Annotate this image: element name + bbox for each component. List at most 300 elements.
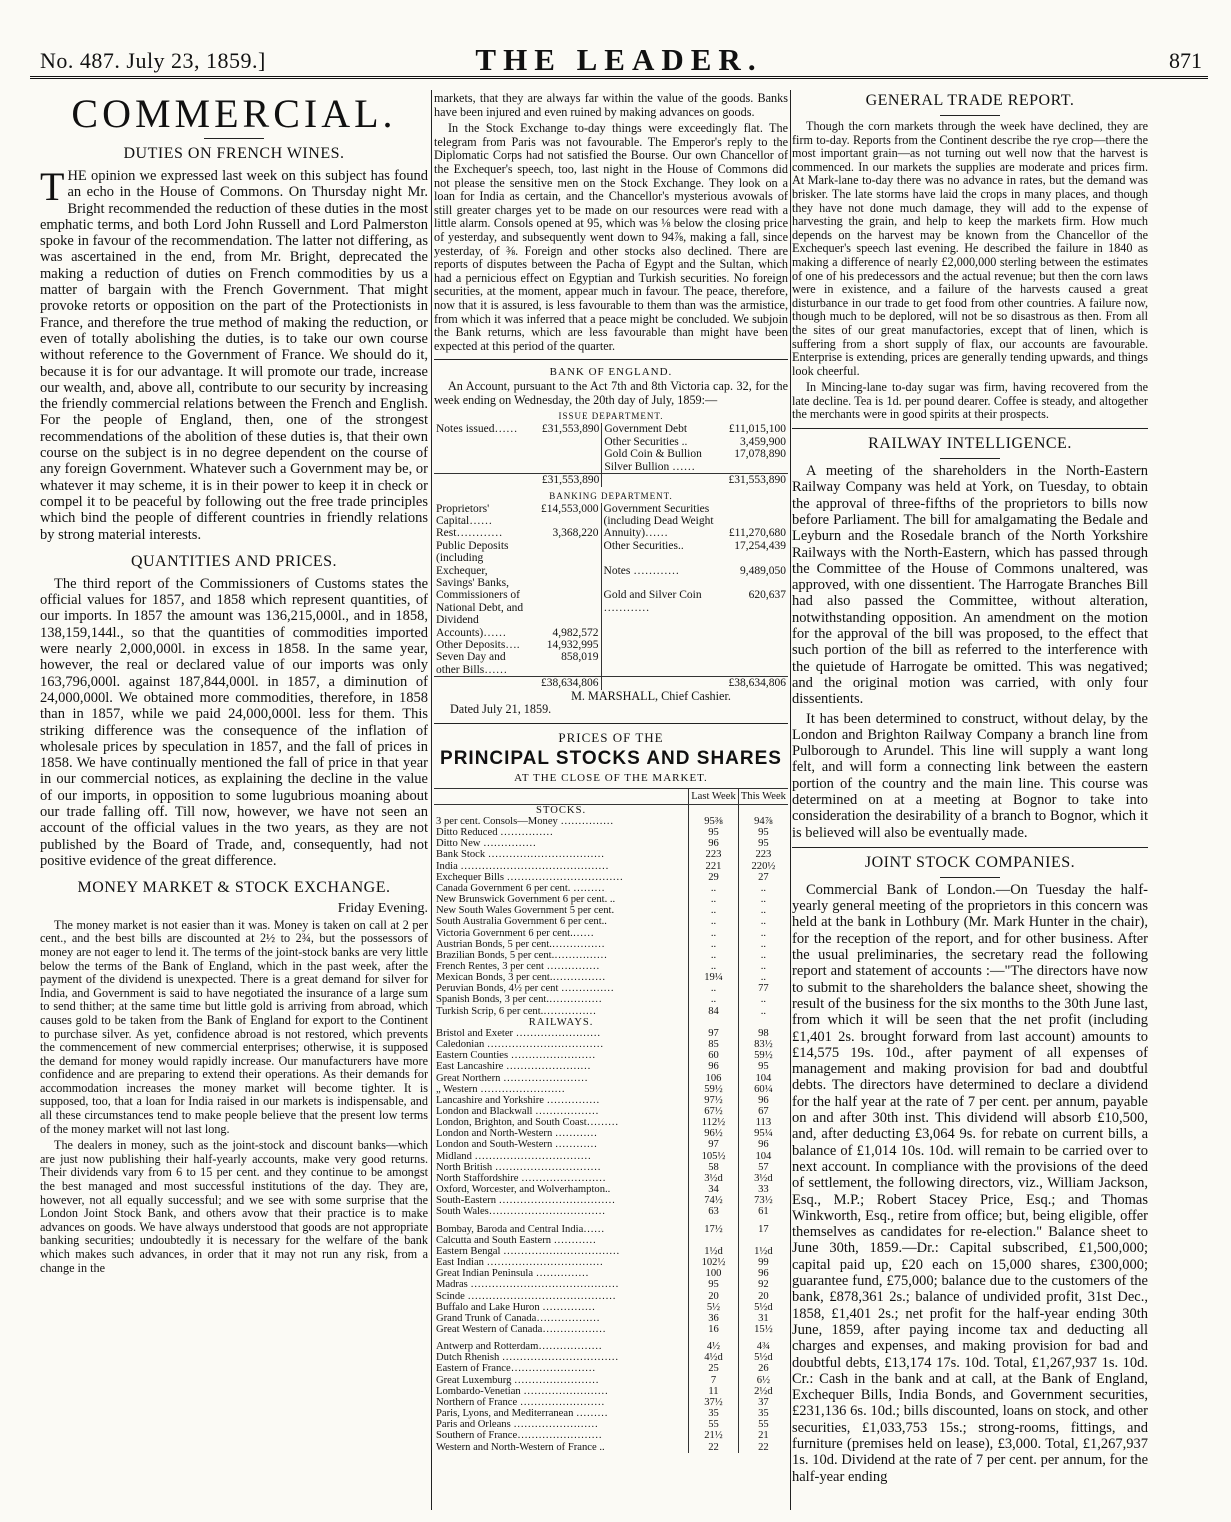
article-title: GENERAL TRADE REPORT. xyxy=(865,92,1075,109)
stock-row xyxy=(434,1235,788,1246)
last-week-price: 4½d xyxy=(689,1352,739,1363)
stock-name: Great Luxemburg …………………… xyxy=(436,1374,599,1386)
stock-name: Caledonian …………………………… xyxy=(436,1039,604,1051)
this-week-price: 94⅞ xyxy=(738,816,788,827)
stock-name: Austrian Bonds, 5 per cent.…………… xyxy=(436,938,605,950)
stock-row xyxy=(434,1375,788,1386)
this-week-price: 95 xyxy=(738,838,788,849)
divider xyxy=(434,359,788,360)
stock-name: East Indian …………………………… xyxy=(436,1257,604,1269)
stock-row xyxy=(434,1442,788,1453)
this-week-price: 113 xyxy=(738,1117,788,1128)
stock-name: Spanish Bonds, 3 per cent.…………… xyxy=(436,994,602,1006)
column-left xyxy=(40,92,428,1512)
article-body xyxy=(434,92,788,353)
stock-name: Great Indian Peninsula …………… xyxy=(436,1268,589,1280)
this-week-price: .. xyxy=(738,939,788,950)
last-week-price: 67½ xyxy=(689,1106,739,1117)
paper-title: THE LEADER. xyxy=(475,42,763,77)
notes-issued-label: Notes issued…… xyxy=(436,423,518,436)
paragraph: The dealers in money, such as the joint-stock and discount banks—which are just now publishing their half-yearly accounts, make very good returns. Their dividends vary from 6 to 15 per cent. and they continue to be amongst the best managed and most successful institutions of the day. They are, however, not all equally successful; and we see with some surprise that the London Joint Stock Bank, and others avow that their practice is to make advances on goods. We have always understood that goods are not appropriate banking securities; undoubtedly it is necessary for the welfare of the bank which makes such advances, in order that it may not run any risk, from a change in the xyxy=(40,1138,428,1275)
last-week-price: 1½d xyxy=(689,1246,739,1257)
last-week-price: 25 xyxy=(689,1363,739,1374)
stock-row xyxy=(434,827,788,838)
paragraph: markets, that they are always far within the value of the goods. Banks have been injured and even ruined by making advances on goods. xyxy=(434,92,788,119)
divider xyxy=(940,458,1000,459)
stock-name: Lancashire and Yorkshire …………… xyxy=(436,1094,600,1106)
issue-right-value: 3,459,900 xyxy=(740,435,786,448)
dateline: Friday Evening. xyxy=(337,901,428,917)
stock-row xyxy=(434,983,788,994)
stock-row xyxy=(434,1408,788,1419)
banking-left-label: Seven Day and other Bills…… xyxy=(436,651,508,676)
stock-row xyxy=(434,939,788,950)
this-week-price: 4¾ xyxy=(738,1341,788,1352)
banking-right-value: 9,489,050 xyxy=(740,564,786,577)
last-week-price: 95 xyxy=(689,1279,739,1290)
last-week-price: 21½ xyxy=(689,1430,739,1441)
this-week-price: 96 xyxy=(738,1268,788,1279)
stock-name: Lombardo-Venetian …………………… xyxy=(436,1385,609,1397)
this-week-price: .. xyxy=(738,950,788,961)
stock-name: Paris and Orleans …………………… xyxy=(436,1419,599,1431)
section-heading: COMMERCIAL. xyxy=(71,92,397,136)
this-week-price: 33 xyxy=(738,1184,788,1195)
stock-row xyxy=(434,1128,788,1139)
stock-name: Victoria Government 6 per cent.…… xyxy=(436,927,594,939)
issue-right-value: 17,078,890 xyxy=(734,448,786,461)
last-week-price: 59½ xyxy=(689,1084,739,1095)
last-week-price: 4½ xyxy=(689,1341,739,1352)
stock-name: Canada Government 6 per cent. ……… xyxy=(436,882,605,894)
stock-name: Ditto New …………… xyxy=(436,838,537,850)
stock-name: Western and North-Western of France .. xyxy=(436,1441,605,1453)
last-week-price: .. xyxy=(689,950,739,961)
this-week-price: 95¼ xyxy=(738,1128,788,1139)
this-week-price: .. xyxy=(738,961,788,972)
this-week-price: 59½ xyxy=(738,1050,788,1061)
this-week-price: 20 xyxy=(738,1291,788,1302)
stock-row xyxy=(434,1028,788,1039)
stock-name: Scinde …………………………………… xyxy=(436,1290,616,1302)
stock-name: North British ………………………… xyxy=(436,1161,601,1173)
issue-department-table xyxy=(434,423,788,486)
this-week-price: .. xyxy=(738,972,788,983)
stock-name: Calcutta and South Eastern ………… xyxy=(436,1234,597,1246)
this-week-price: 92 xyxy=(738,1279,788,1290)
last-week-price: .. xyxy=(689,928,739,939)
drop-cap: T xyxy=(40,164,65,209)
bank-intro: An Account, pursuant to the Act 7th and 8th Victoria cap. 32, for the week ending on Wednesday, the 20th day of July, 1859:— xyxy=(434,379,788,407)
stock-row xyxy=(434,838,788,849)
stock-name: Eastern Bengal …………………………… xyxy=(436,1245,620,1257)
this-week-price: 6½ xyxy=(738,1375,788,1386)
last-week-price: 20 xyxy=(689,1291,739,1302)
banking-total-right: £38,634,806 xyxy=(716,677,788,690)
stock-row xyxy=(434,1061,788,1072)
divider xyxy=(792,428,1148,429)
article-title: DUTIES ON FRENCH WINES. xyxy=(123,145,345,162)
bank-title: BANK OF ENGLAND. xyxy=(549,366,673,379)
this-week-price xyxy=(738,1235,788,1246)
stock-name: Great Northern …………………… xyxy=(436,1072,588,1084)
last-week-price: 37½ xyxy=(689,1397,739,1408)
stock-row xyxy=(434,1206,788,1217)
banking-left-label: Public Deposits (including Exchequer, Savings' Banks, Commissioners of National Debt, and Dividend Accounts)…… xyxy=(436,539,524,639)
this-week-price: 61 xyxy=(738,1206,788,1217)
stock-name: New Brunswick Government 6 per cent. .. xyxy=(436,894,616,906)
last-week-price: 95⅜ xyxy=(689,816,739,827)
last-week-price: 36 xyxy=(689,1313,739,1324)
article-body xyxy=(792,463,1148,841)
last-week-price: 105½ xyxy=(689,1151,739,1162)
stock-name: Madras …………………………………… xyxy=(436,1279,619,1291)
stock-name: New South Wales Government 5 per cent. xyxy=(436,905,615,917)
last-week-price: .. xyxy=(689,983,739,994)
stock-name: London and South-Western ………… xyxy=(436,1139,598,1151)
stock-row xyxy=(434,1363,788,1374)
masthead xyxy=(30,42,1208,79)
paragraph: Though the corn markets through the week have declined, they are firm to-day. Reports from the Continent describe the rye crop—there the most important grain—as not turning out well now that the harvest is commenced. In our markets the supplies are moderate and prices firm. At Mark-lane to-day there was no advance in rates, but the demand was brisker. The late storms have laid the crops in many places, and though they have not done much damage, they will add to the expense of harvesting the grain, and help to keep the markets firm. How much depends on the harvest may be known from the Chancellor of the Exchequer's speech last evening. He described the failure in 1840 as making a difference of nearly £2,000,000 sterling between the estimates of one of his predecessors and the actual revenue; but then the corn laws were in existence, and a failure of the harvests caused a great disturbance in our trade to get food from other countries. A failure now, though much to be deplored, will not be so disastrous as then. From all the sites of our great manufactories, except that of linen, which is suffering from a short supply of flax, our accounts are favourable. Enterprise is extending, prices are generally tending upwards, and things look cheerful. xyxy=(792,119,1148,378)
this-week-price: 104 xyxy=(738,1073,788,1084)
this-week-price: .. xyxy=(738,1006,788,1017)
this-week-price: 27 xyxy=(738,872,788,883)
stock-name: Paris, Lyons, and Mediterranean ……… xyxy=(436,1408,608,1420)
last-week-price: .. xyxy=(689,961,739,972)
this-week-price: 5½d xyxy=(738,1352,788,1363)
stock-row xyxy=(434,950,788,961)
banking-left-value: 4,982,572 xyxy=(528,540,601,639)
last-week-price: 17½ xyxy=(689,1224,739,1235)
stock-name: India …………………………………… xyxy=(436,860,609,872)
stock-name: Oxford, Worcester, and Wolverhampton.. xyxy=(436,1184,611,1196)
stock-name: „ Western …………………… xyxy=(436,1083,566,1095)
paragraph: It has been determined to construct, without delay, by the London and Brighton Railway Company a branch line from Pulborough to Arundel. This line will supply a want long felt, and will form a connecting link between the eastern portion of the country and the main line. This course was determined on at a meeting at Bognor to take into consideration the desirability of a branch to Bognor, which it is believed will also be eventually made. xyxy=(792,710,1148,841)
column-middle xyxy=(434,92,788,1512)
divider xyxy=(792,847,1148,848)
banking-left-value: 3,368,220 xyxy=(528,527,601,539)
article-title: QUANTITIES AND PRICES. xyxy=(130,552,338,570)
last-week-price: 5½ xyxy=(689,1302,739,1313)
stock-name: Bank Stock …………………………… xyxy=(436,849,605,861)
stock-name: Bombay, Baroda and Central India…… xyxy=(436,1223,605,1235)
last-week-price: 7 xyxy=(689,1375,739,1386)
last-week-price: 102½ xyxy=(689,1257,739,1268)
stock-row xyxy=(434,1291,788,1302)
stock-row xyxy=(434,849,788,860)
issue-line: No. 487. July 23, 1859.] xyxy=(40,48,266,73)
stock-row xyxy=(434,972,788,983)
issue-right-value: £11,015,100 xyxy=(728,423,786,436)
dated-line: Dated July 21, 1859. xyxy=(450,702,552,717)
divider xyxy=(204,138,264,139)
stock-row xyxy=(434,1279,788,1290)
page-number: 871 xyxy=(1169,48,1202,73)
stock-row xyxy=(434,1106,788,1117)
stock-name: Dutch Rhenish …………………………… xyxy=(436,1352,619,1364)
stock-row xyxy=(434,883,788,894)
issue-right-label: Government Debt xyxy=(604,423,688,436)
this-week-price: 98 xyxy=(738,1028,788,1039)
stock-row xyxy=(434,872,788,883)
paragraph: In the Stock Exchange to-day things were exceedingly flat. The telegram from Paris was not favourable. The Emperor's reply to the Diplomatic Corps had not satisfied the Bourse. Our own Chancellor of the Exchequer's speech, too, last night in the House of Commons did not please the sensitive men on the Stock Exchange. They look on a loan for India as certain, and the Chancellor's mysterious avowals of still greater charges yet to be made on our resources were read with a little alarm. Consols opened at 95, which was ⅛ below the closing price of yesterday, and subsequently went down to 94⅞, making a fall, since yesterday, of ⅜. Foreign and other stocks also declined. There are reports of disputes between the Pacha of Egypt and the Sultan, which had a pernicious effect on Egyptian and Turkish securities. No foreign securities, at the moment, appear much in favour. The peace, therefore, now that it is assured, is less favourable to them than was the armistice, from which it was inferred that a peace might be concluded. We subjoin the Bank returns, which are less favourable than might have been expected at this period of the quarter. xyxy=(434,121,788,353)
stock-prices-table xyxy=(434,788,788,1453)
this-week-price: 95 xyxy=(738,827,788,838)
stock-row xyxy=(434,1324,788,1335)
stock-row xyxy=(434,1268,788,1279)
this-week-price: 104 xyxy=(738,1151,788,1162)
last-week-price: 96 xyxy=(689,1061,739,1072)
divider xyxy=(434,723,788,724)
this-week-price: 95 xyxy=(738,1061,788,1072)
stock-row xyxy=(434,994,788,1005)
banking-right-label: Other Securities.. xyxy=(603,539,684,552)
banking-left-label: Rest………… xyxy=(436,527,503,540)
article-body xyxy=(40,164,428,543)
stock-row xyxy=(434,1039,788,1050)
stock-name: Midland …………………………… xyxy=(436,1150,592,1162)
this-week-price: 96 xyxy=(738,1139,788,1150)
stock-name: Turkish Scrip, 6 per cent.…………… xyxy=(436,1005,597,1017)
paragraph: A meeting of the shareholders in the North-Eastern Railway Company was held at York, on Tuesday, to obtain the approval of three-fifths of the proprietors to bills now before Parliament. The bill for amalgamating the Bedale and Leyburn and the Rosedale branch of the North Yorkshire Railways with the North-Eastern, which has passed through the Committee of the House of Commons unaltered, was approved, with one dissentient. The Harrogate Branches Bill had also passed the Committee, without alteration, notwithstanding opposition. An amendment on the motion for the approval of the bill was proposed, to the effect that such portion of the bill as referred to the interference with the quietude of Harrogate be omitted. This was negatived; and the original motion was carried, with only four dissentients. xyxy=(792,463,1148,708)
last-week-price: 97 xyxy=(689,1028,739,1039)
stock-row xyxy=(434,1430,788,1441)
column-right xyxy=(792,92,1148,1512)
banking-department-table xyxy=(434,503,788,690)
last-week-price xyxy=(689,1235,739,1246)
banking-dept-title: BANKING DEPARTMENT. xyxy=(549,490,673,501)
this-week-price: .. xyxy=(738,994,788,1005)
stock-name: Great Western of Canada……………… xyxy=(436,1323,606,1335)
last-week-price: 35 xyxy=(689,1408,739,1419)
stock-name: Eastern of France…………………… xyxy=(436,1363,596,1375)
last-week-price: 84 xyxy=(689,1006,739,1017)
last-week-price: 11 xyxy=(689,1386,739,1397)
last-week-price: .. xyxy=(689,916,739,927)
stock-row xyxy=(434,928,788,939)
paragraph: In Mincing-lane to-day sugar was firm, having recovered from the late decline. Tea is 1d. per pound dearer. Coffee is steady, and altogether the merchants were in good spirits at their prospects. xyxy=(792,380,1148,422)
prices-pre-title: PRICES OF THE xyxy=(558,729,664,745)
banking-right-label: Government Securities (including Dead Weight Annuity)…… xyxy=(603,502,714,540)
this-week-price: 31 xyxy=(738,1313,788,1324)
last-week-price: 58 xyxy=(689,1162,739,1173)
last-week-price: 29 xyxy=(689,872,739,883)
stock-row xyxy=(434,1162,788,1173)
paragraph: The money market is not easier than it was. Money is taken on call at 2 per cent., and the best bills are discounted at 2½ to 2¾, but the possessors of money are not eager to lend it. The terms of the joint-stock banks are very little below the terms of the Bank of England, which in the past week, after the payment of the dividend is unexpected. There is a great demand for silver for India, and Government is said to have negotiated the insurance of a large sum to send thither; at the same time but little gold is arriving from abroad, which causes gold to be taken from the Bank of England for export to the Continent to purchase silver. As yet, confidence abroad is not restored, which prevents the commencement of new commercial enterprises; otherwise, it is supposed the demand for money would rapidly increase. Our manufacturers have more confidence and are preparing to extend their operations. As their demands for accommodation increases the money market will become tighter. It is supposed, too, that a loan for India raised in our markets is indispensable, and all these circumstances tend to make people believe that the present low terms of the money market will not last long. xyxy=(40,917,428,1136)
group-name: RAILWAYS. xyxy=(528,1016,594,1028)
stock-name: London and Blackwall ……………… xyxy=(436,1106,599,1117)
last-week-price: 22 xyxy=(689,1442,739,1453)
issue-dept-title: ISSUE DEPARTMENT. xyxy=(558,411,664,422)
stock-name: London and North-Western ………… xyxy=(436,1128,598,1140)
banking-right-label: Gold and Silver Coin ………… xyxy=(603,589,702,614)
banking-right-value: 620,637 xyxy=(748,589,786,602)
article-body xyxy=(40,576,428,869)
this-week-price: 15½ xyxy=(738,1324,788,1335)
this-week-price: 57 xyxy=(738,1162,788,1173)
stock-row xyxy=(434,861,788,872)
banking-left-value: £14,553,000 xyxy=(528,503,601,528)
stock-row xyxy=(434,1257,788,1268)
last-week-price: 95 xyxy=(689,827,739,838)
banking-left-label: Other Deposits…. xyxy=(436,638,520,651)
this-week-price: .. xyxy=(738,883,788,894)
divider xyxy=(940,115,1000,116)
last-week-price: 112½ xyxy=(689,1117,739,1128)
this-week-price: 96 xyxy=(738,1095,788,1106)
this-week-price: 220½ xyxy=(738,861,788,872)
last-week-price: .. xyxy=(689,994,739,1005)
stock-name: Ditto Reduced …………… xyxy=(436,827,554,839)
stock-row xyxy=(434,1302,788,1313)
this-week-price: 35 xyxy=(738,1408,788,1419)
issue-total-left: £31,553,890 xyxy=(531,474,602,487)
last-week-price: 223 xyxy=(689,849,739,860)
stock-row xyxy=(434,894,788,905)
this-week-price: 37 xyxy=(738,1397,788,1408)
last-week-price: 16 xyxy=(689,1324,739,1335)
this-week-price: 17 xyxy=(738,1224,788,1235)
stock-row xyxy=(434,1386,788,1397)
paragraph: HE opinion we expressed last week on this subject has found an echo in the House of Commons. On Thursday night Mr. Bright recommended the reduction of these duties in the most emphatic terms, and both Lord John Russell and Lord Palmerston spoke in favour of the recommendation. The latter not differing, as was ascertained in the end, from Mr. Bright, deprecated the making a reduction of duties on French commodities by us a matter of bargain with the French Government. That might provoke retorts or opposition on the part of the Protectionists in France, and therefore the true method of making the reduction, or even of totally abolishing the duties, is to take our own course without reference to the Government of France. We should do it, because it is for our advantage. It will promote our trade, increase our wealth, and, above all, contribute to our security by increasing the friendly commercial relations between the French and English. For the people of England, then, one of the strongest recommendations of the abolition of these duties is, that their own course on the subject is in no degree dependent on the course of any foreign Government. Whatever such a Government may be, or whatever it may scheme, it is in their power to keep it in check or compel it to be peaceful by following out the free trade principles which bind the people of different countries in friendly relations by strong material interests. xyxy=(40,168,428,543)
stock-row xyxy=(434,816,788,827)
stock-name: Bristol and Exeter …………………… xyxy=(436,1027,601,1039)
last-week-price: 55 xyxy=(689,1419,739,1430)
this-week-price: 99 xyxy=(738,1257,788,1268)
issue-total-right: £31,553,890 xyxy=(718,474,788,487)
stock-row xyxy=(434,1352,788,1363)
stock-name: Exchequer Bills …………………………… xyxy=(436,871,624,883)
stock-row xyxy=(434,961,788,972)
stock-name: Buffalo and Lake Huron …………… xyxy=(436,1301,596,1313)
prices-subtitle: AT THE CLOSE OF THE MARKET. xyxy=(514,771,708,784)
this-week-price: 22 xyxy=(738,1442,788,1453)
last-week-price: 19¼ xyxy=(689,972,739,983)
issue-right-label: Gold Coin & Bullion xyxy=(604,448,702,461)
last-week-price: 63 xyxy=(689,1206,739,1217)
banking-right-label: Notes ………… xyxy=(603,564,680,577)
stock-row xyxy=(434,1397,788,1408)
col-last-week: Last Week xyxy=(689,788,739,804)
this-week-price: 67 xyxy=(738,1106,788,1117)
this-week-price: 5½d xyxy=(738,1302,788,1313)
col-this-week: This Week xyxy=(738,788,788,804)
stock-row xyxy=(434,1139,788,1150)
article-title: MONEY MARKET & STOCK EXCHANGE. xyxy=(77,879,391,897)
last-week-price: 3½d xyxy=(689,1173,739,1184)
group-name: STOCKS. xyxy=(536,804,587,816)
banking-right-value: £11,270,680 xyxy=(728,527,786,540)
banking-left-value: 14,932,995 xyxy=(528,639,601,651)
stock-row xyxy=(434,1151,788,1162)
stock-row xyxy=(434,1095,788,1106)
stock-row xyxy=(434,1117,788,1128)
last-week-price: .. xyxy=(689,894,739,905)
this-week-price: 73½ xyxy=(738,1195,788,1206)
stock-name: French Rentes, 3 per cent …………… xyxy=(436,960,600,972)
this-week-price: 1½d xyxy=(738,1246,788,1257)
stock-name: Mexican Bonds, 3 per cent.…………… xyxy=(436,972,606,984)
stock-name: South Wales…………………………… xyxy=(436,1206,606,1218)
last-week-price: 97½ xyxy=(689,1095,739,1106)
this-week-price: 55 xyxy=(738,1419,788,1430)
last-week-price: 34 xyxy=(689,1184,739,1195)
stock-row xyxy=(434,1050,788,1061)
article-title: RAILWAY INTELLIGENCE. xyxy=(868,435,1072,453)
divider xyxy=(940,877,1000,878)
article-body xyxy=(792,882,1148,1485)
last-week-price: 74½ xyxy=(689,1195,739,1206)
stock-name: Brazilian Bonds, 5 per cent.…………… xyxy=(436,949,608,961)
notes-issued-value: £31,553,890 xyxy=(531,423,602,435)
this-week-price: 83½ xyxy=(738,1039,788,1050)
stock-row xyxy=(434,1195,788,1206)
banking-total-left: £38,634,806 xyxy=(528,677,601,690)
issue-right-value xyxy=(718,461,788,474)
column-rule xyxy=(790,90,791,1510)
stock-row xyxy=(434,1224,788,1235)
this-week-price: 60¼ xyxy=(738,1084,788,1095)
stock-row xyxy=(434,905,788,916)
last-week-price: 97 xyxy=(689,1139,739,1150)
stock-row xyxy=(434,1006,788,1017)
this-week-price: 2½d xyxy=(738,1386,788,1397)
stock-group-heading xyxy=(434,1017,788,1028)
stock-name: East Lancashire …………………… xyxy=(436,1061,591,1073)
banking-left-value: 858,019 xyxy=(528,651,601,676)
stock-row xyxy=(434,1084,788,1095)
this-week-price: 77 xyxy=(738,983,788,994)
stock-name: South-Eastern …………………………… xyxy=(436,1195,616,1207)
stock-name: Grand Trunk of Canada……………… xyxy=(436,1312,600,1324)
stock-name: Eastern Counties …………………… xyxy=(436,1050,596,1062)
this-week-price: 21 xyxy=(738,1430,788,1441)
last-week-price: 106 xyxy=(689,1073,739,1084)
article-body xyxy=(40,902,428,1275)
banking-right-value: 17,254,439 xyxy=(734,539,786,552)
last-week-price: 60 xyxy=(689,1050,739,1061)
this-week-price: .. xyxy=(738,928,788,939)
issue-right-label: Other Securities .. xyxy=(604,435,688,448)
prices-title: PRINCIPAL STOCKS AND SHARES xyxy=(440,747,782,769)
stock-row xyxy=(434,1419,788,1430)
paragraph: Commercial Bank of London.—On Tuesday the half-yearly general meeting of the proprietors in this concern was held at the bank in Lothbury (Mr. Mark Hunter in the chair), for the reception of the report, and for other business. After the usual preliminaries, the secretary read the following report and statement of accounts :—"The directors have now to submit to the shareholders the balance sheet, showing the result of the business for the six months to the 30th June last, from which it will be seen that the net profit (including £1,401 2s. brought forward from last account) amounts to £14,575 19s. 10d., after payment of all expenses of management and making provision for bad and doubtful debts. The directors have determined to declare a dividend for the half year at the rate of 7 per cent. per annum, payable on and after 30th inst. This dividend will absorb £10,500, and, after deducting £3,064 9s. for rebate on current bills, a balance of £1,014 10s. 10d. will remain to be carried over to next account. In compliance with the provisions of the deed of settlement, the following directors, viz., William Jackson, Esq., M.P.; Robert Stacey Price, Esq.; and Thomas Winkworth, Esq., retire from office; but, being eligible, offer themselves as candidates for re-election." Balance sheet to June 30th, 1859.—Dr.: Capital subscribed, £1,500,000; capital paid up, £20 each on 15,000 shares, £300,000; guarantee fund, £75,000; balance due to the customers of the bank, £878,361 2s.; balance of undivided profit, 31st Dec., 1858, £1,401 2s.; net profit for the half-year ending 30th June, 1859, after paying income tax and deducting all charges and expenses, and making provision for bad and doubtful debts, £13,174 17s. 10d. Total, £1,267,937 1s. 10d. Cr.: Cash in the bank and at call, at the Bank of England, Exchequer Bills, India Bonds, and Government securities, £231,136 6s. 10d.; bills discounted, loans on stock, and other securities, £1,033,753 15s.; strong-rooms, fittings, and furniture (premises held on lease), £3,000. Total, £1,267,937 1s. 10d. Dividend at the rate of 7 per cent. per annum, for the half-year ending xyxy=(792,881,1148,1485)
last-week-price: 100 xyxy=(689,1268,739,1279)
stock-name: Southern of France…………………… xyxy=(436,1430,602,1442)
stock-group-heading xyxy=(434,804,788,816)
last-week-price: 96 xyxy=(689,838,739,849)
this-week-price: .. xyxy=(738,916,788,927)
paragraph: The third report of the Commissioners of Customs states the official values for 1857, and 1858 which represent quantities, of our imports. In 1857 the amount was 136,215,000l., and in 1858, 138,159,144l., so that the quantities of commodities imported were nearly 2,000,000l. in excess in 1858. In the same year, however, the real or declared value of our imports was only 163,796,000l. against 187,844,000l. in 1857, a diminution of 24,000,000l. We obtained more commodities, therefore, in 1858 than in 1857, while we paid 24,000,000l. less for them. This striking difference was the consequence of the inflation of wholesale prices by speculation in 1857, and the fall of prices in 1858. We have continually mentioned the fall of price in that year in our commercial notices, as explaining the decline in the value of our imports, in opposition to some lugubrious moaning about our trade falling off. Till now, however, we have not seen an account of the official values in the two years, as they are not published by the Board of Trade, and, consequently, had not positive evidence of the great difference. xyxy=(40,575,428,869)
last-week-price: 85 xyxy=(689,1039,739,1050)
stock-row xyxy=(434,1313,788,1324)
stock-row xyxy=(434,1073,788,1084)
article-body xyxy=(792,120,1148,422)
banking-left-label: Proprietors' Capital…… xyxy=(436,502,493,527)
stock-name: 3 per cent. Consols—Money …………… xyxy=(436,815,614,827)
this-week-price: 3½d xyxy=(738,1173,788,1184)
stock-name: South Australia Government 6 per cent.. xyxy=(436,916,607,928)
stock-row xyxy=(434,1341,788,1352)
stock-name: London, Brighton, and South Coast……… xyxy=(436,1117,619,1129)
this-week-price: 26 xyxy=(738,1363,788,1374)
cashier-signature: M. MARSHALL, Chief Cashier. xyxy=(571,688,731,703)
column-rule xyxy=(431,90,432,1510)
issue-right-label: Silver Bullion …… xyxy=(604,460,696,473)
last-week-price: .. xyxy=(689,883,739,894)
this-week-price: .. xyxy=(738,894,788,905)
last-week-price: .. xyxy=(689,905,739,916)
